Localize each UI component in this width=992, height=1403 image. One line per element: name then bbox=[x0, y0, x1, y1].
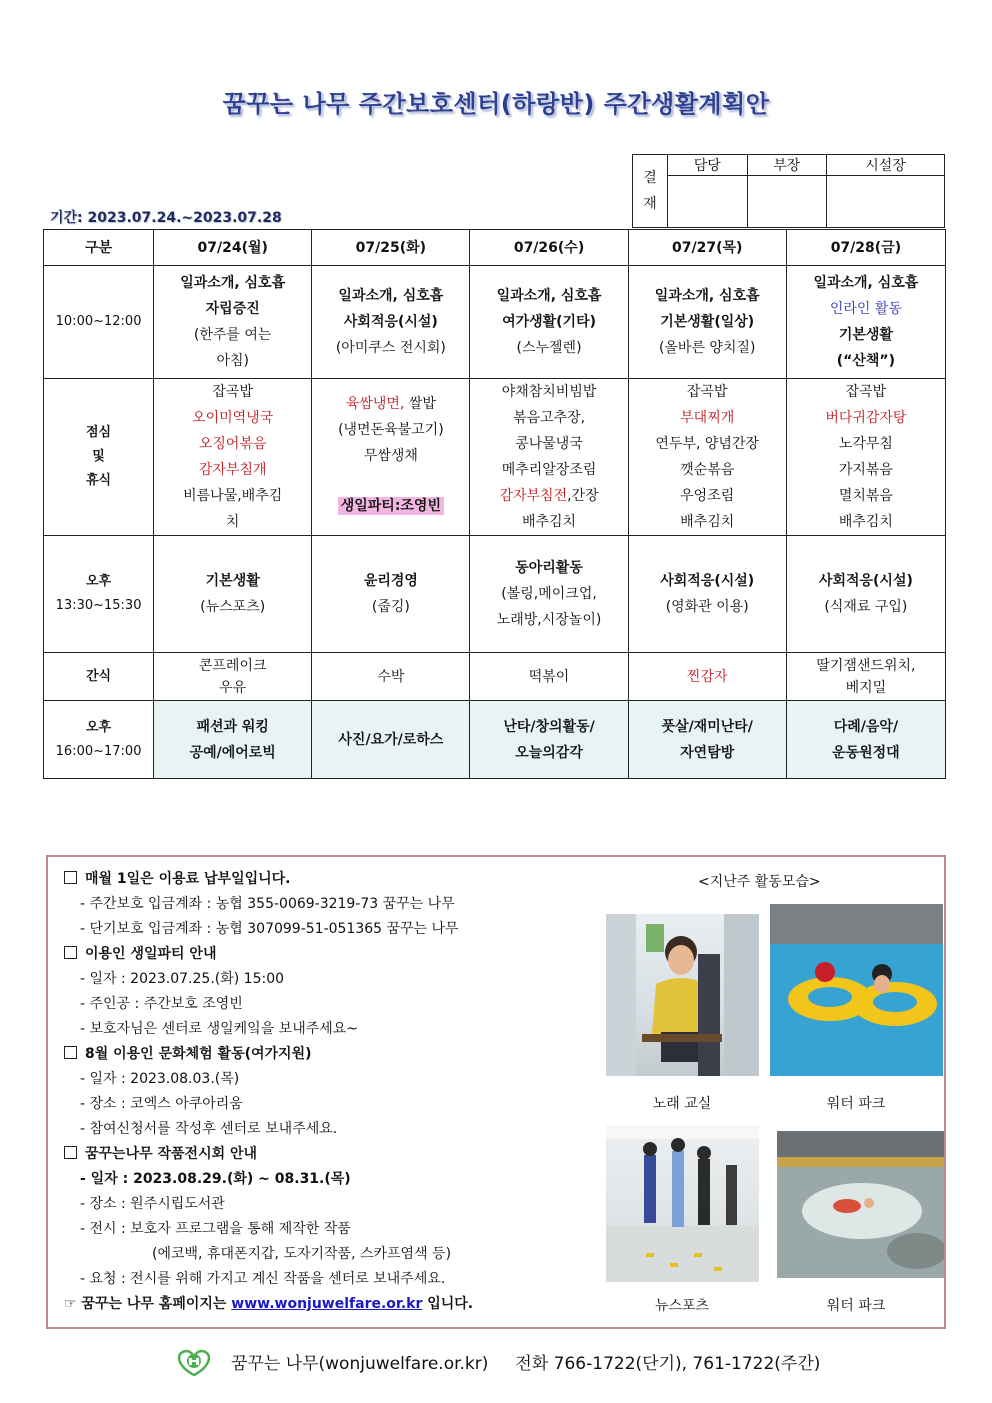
photo-new-sports-image bbox=[606, 1125, 759, 1282]
lunch-label: 점심 및 휴식 bbox=[44, 379, 154, 536]
notice-item: - 요청 : 전시를 위해 가지고 계신 작품을 센터로 보내주세요. bbox=[80, 1271, 446, 1287]
notice-list bbox=[64, 867, 624, 1317]
notice-heading: 매월 1일은 이용료 납부일입니다. bbox=[64, 867, 624, 892]
snack-fri: 딸기잼샌드위치, 베지밀 bbox=[786, 653, 945, 701]
lunch-fri: 잡곡밥 버다귀감자탕 노각무침 가지볶음 멸치볶음 배추김치 bbox=[786, 379, 945, 536]
notice-item: (에코백, 휴대폰지갑, 도자기작품, 스카프염색 등) bbox=[152, 1246, 452, 1262]
photo-water-park-2[interactable] bbox=[777, 1131, 944, 1278]
lunch-thu: 잡곡밥 부대찌개 연두부, 양념간장 깻순볶음 우엉조림 배추김치 bbox=[628, 379, 786, 536]
afternoon-thu: 사회적응(시설) (영화관 이용) bbox=[628, 536, 786, 653]
footer-phone: 전화 766-1722(단기), 761-1722(주간) bbox=[515, 1354, 821, 1374]
footer-org: 꿈꾸는 나무(wonjuwelfare.or.kr) bbox=[231, 1354, 489, 1374]
morning-fri: 일과소개, 심호흡 인라인 활동 기본생활 (“산책”) bbox=[786, 266, 945, 379]
day-fri: 07/28(금) bbox=[786, 230, 945, 266]
caption-water-park-1: 워터 파크 bbox=[826, 1096, 886, 1112]
snack-row bbox=[44, 653, 946, 701]
photo-new-sports[interactable] bbox=[606, 1125, 759, 1282]
late-mon: 패션과 워킹 공예/에어로빅 bbox=[154, 701, 312, 779]
day-thu: 07/27(목) bbox=[628, 230, 786, 266]
photo-singing-class-image bbox=[606, 914, 759, 1076]
caption-singing-class: 노래 교실 bbox=[652, 1096, 712, 1112]
afternoon-fri: 사회적응(시설) (식재료 구입) bbox=[786, 536, 945, 653]
day-mon: 07/24(월) bbox=[154, 230, 312, 266]
morning-label: 10:00~12:00 bbox=[44, 266, 154, 379]
header-row bbox=[44, 230, 946, 266]
snack-label: 간식 bbox=[44, 653, 154, 701]
notice-item: - 주인공 : 주간보호 조영빈 bbox=[80, 996, 243, 1012]
afternoon-row bbox=[44, 536, 946, 653]
photo-water-park-1-image bbox=[770, 904, 943, 1076]
lunch-wed: 야채참치비빔밥 볶음고추장, 콩나물냉국 메추리알장조림 감자부침전,간장 배추김치 bbox=[470, 379, 628, 536]
lunch-row bbox=[44, 379, 946, 536]
snack-thu: 찐감자 bbox=[628, 653, 786, 701]
day-tue: 07/25(화) bbox=[312, 230, 470, 266]
notice-item: - 참여신청서를 작성후 센터로 보내주세요. bbox=[80, 1121, 338, 1137]
approval-col-director: 부장 bbox=[747, 155, 827, 176]
notice-item: - 일자 : 2023.08.03.(목) bbox=[80, 1071, 240, 1087]
footer bbox=[0, 1347, 992, 1382]
late-thu: 풋살/재미난타/ 자연탐방 bbox=[628, 701, 786, 779]
notice-item: - 장소 : 원주시립도서관 bbox=[80, 1196, 225, 1212]
late-tue: 사진/요가/로하스 bbox=[312, 701, 470, 779]
notice-item: - 일자 : 2023.07.25.(화) 15:00 bbox=[80, 971, 285, 987]
caption-new-sports: 뉴스포츠 bbox=[654, 1298, 710, 1314]
late-row bbox=[44, 701, 946, 779]
morning-thu: 일과소개, 심호흡 기본생활(일상) (올바른 양치질) bbox=[628, 266, 786, 379]
afternoon-label: 오후 13:30~15:30 bbox=[44, 536, 154, 653]
birthday-highlight: 생일파티:조영빈 bbox=[338, 497, 444, 515]
approval-table bbox=[632, 154, 945, 228]
lunch-tue: 육쌈냉면, 쌀밥 (냉면돈육불고기) 무쌈생채 생일파티:조영빈 bbox=[312, 379, 470, 536]
snack-mon: 콘프레이크 우유 bbox=[154, 653, 312, 701]
notice-item: - 단기보호 입금계좌 : 농협 307099-51-051365 꿈꾸는 나무 bbox=[80, 921, 459, 937]
late-fri: 다례/음악/ 운동원정대 bbox=[786, 701, 945, 779]
notice-item: - 전시 : 보호자 프로그램을 통해 제작한 작품 bbox=[80, 1221, 351, 1237]
homepage-line: ☞ 꿈꾸는 나무 홈페이지는 www.wonjuwelfare.or.kr 입니다. bbox=[64, 1296, 474, 1312]
photo-singing-class[interactable] bbox=[606, 914, 759, 1076]
morning-wed: 일과소개, 심호흡 여가생활(기타) (스누젤렌) bbox=[470, 266, 628, 379]
morning-row bbox=[44, 266, 946, 379]
notice-box bbox=[46, 855, 946, 1329]
photo-water-park-1[interactable] bbox=[770, 904, 943, 1076]
notice-item: - 장소 : 코엑스 아쿠아리움 bbox=[80, 1096, 243, 1112]
morning-tue: 일과소개, 심호흡 사회적응(시설) (아미쿠스 전시회) bbox=[312, 266, 470, 379]
snack-tue: 수박 bbox=[312, 653, 470, 701]
caption-water-park-2: 워터 파크 bbox=[826, 1298, 886, 1314]
tree-logo-icon bbox=[172, 1347, 216, 1382]
photo-water-park-2-image bbox=[777, 1131, 944, 1278]
approval-side-label: 결 재 bbox=[633, 155, 668, 228]
day-wed: 07/26(수) bbox=[470, 230, 628, 266]
page-title: 꿈꾸는 나무 주간보호센터(하랑반) 주간생활계획안 bbox=[222, 90, 770, 118]
approval-sign-head[interactable] bbox=[827, 176, 945, 228]
approval-col-manager: 담당 bbox=[668, 155, 748, 176]
afternoon-mon: 기본생활 (뉴스포츠) bbox=[154, 536, 312, 653]
homepage-link[interactable]: www.wonjuwelfare.or.kr bbox=[231, 1296, 423, 1312]
notice-heading: 8월 이용인 문화체험 활동(여가지원) bbox=[64, 1042, 624, 1067]
approval-sign-manager[interactable] bbox=[668, 176, 748, 228]
late-wed: 난타/창의활동/ 오늘의감각 bbox=[470, 701, 628, 779]
corner-cell: 구분 bbox=[44, 230, 154, 266]
snack-wed: 떡볶이 bbox=[470, 653, 628, 701]
morning-mon: 일과소개, 심호흡 자립증진 (한주를 여는 아침) bbox=[154, 266, 312, 379]
lunch-mon: 잡곡밥 오이미역냉국 오징어볶음 감자부침개 비름나물,배추김 치 bbox=[154, 379, 312, 536]
approval-col-head: 시설장 bbox=[827, 155, 945, 176]
notice-item: - 주간보호 입금계좌 : 농협 355-0069-3219-73 꿈꾸는 나무 bbox=[80, 896, 455, 912]
approval-sign-director[interactable] bbox=[747, 176, 827, 228]
afternoon-wed: 동아리활동 (볼링,메이크업, 노래방,시장놀이) bbox=[470, 536, 628, 653]
late-label: 오후 16:00~17:00 bbox=[44, 701, 154, 779]
period-label: 기간: 2023.07.24.~2023.07.28 bbox=[50, 210, 282, 226]
schedule-table bbox=[43, 229, 946, 779]
notice-heading: 꿈꾸는나무 작품전시회 안내 bbox=[64, 1142, 624, 1167]
notice-item: - 보호자님은 센터로 생일케잌을 보내주세요~ bbox=[80, 1021, 359, 1037]
notice-heading: 이용인 생일파티 안내 bbox=[64, 942, 624, 967]
afternoon-tue: 윤리경영 (줍깅) bbox=[312, 536, 470, 653]
gallery-title: <지난주 활동모습> bbox=[698, 874, 821, 890]
notice-item: - 일자 : 2023.08.29.(화) ~ 08.31.(목) bbox=[80, 1171, 351, 1187]
